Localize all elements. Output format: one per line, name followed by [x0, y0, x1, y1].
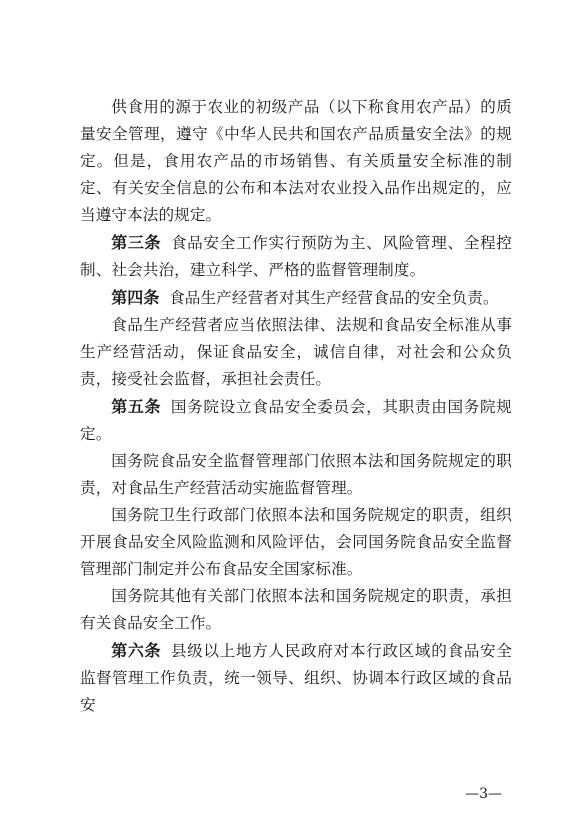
article-number: 第三条 [111, 233, 162, 252]
paragraph-text: 供食用的源于农业的初级产品（以下称食用农产品）的质量安全管理，遵守《中华人民共和国农产品质量安全法》的规定。但是，食用农产品的市场销售、有关质量安全标准的制定、有关安全信息的公布和本法对农业投入品作出规定的，应当遵守本法的规定。 [80, 98, 512, 224]
paragraph-article-4 [80, 284, 512, 312]
paragraph-producer-obligations [80, 312, 512, 393]
paragraph-health-dept [80, 502, 512, 583]
document-body [80, 94, 512, 719]
page-number: —3— [465, 786, 502, 802]
paragraph-text: 县级以上地方人民政府对本行政区域的食品安全监督管理工作负责，统一领导、组织、协调本行政区域的食品安 [80, 642, 512, 714]
paragraph-text: 国务院卫生行政部门依照本法和国务院规定的职责，组织开展食品安全风险监测和风险评估，会同国务院食品安全监督管理部门制定并公布食品安全国家标准。 [80, 506, 512, 578]
paragraph-article-5 [80, 393, 512, 448]
paragraph-text: 国务院其他有关部门依照本法和国务院规定的职责，承担有关食品安全工作。 [80, 587, 512, 632]
paragraph-article-3 [80, 229, 512, 284]
paragraph-supervision-dept [80, 448, 512, 502]
paragraph-text: 国务院食品安全监督管理部门依照本法和国务院规定的职责，对食品生产经营活动实施监督管理。 [80, 452, 512, 497]
paragraph-text: 食品生产经营者应当依照法律、法规和食品安全标准从事生产经营活动，保证食品安全，诚信自律，对社会和公众负责，接受社会监督，承担社会责任。 [80, 316, 512, 388]
article-number: 第五条 [111, 397, 162, 416]
paragraph-text: 食品生产经营者对其生产经营食品的安全负责。 [169, 289, 499, 307]
paragraph-text: 食品安全工作实行预防为主、风险管理、全程控制、社会共治，建立科学、严格的监督管理制度。 [80, 234, 512, 279]
article-number: 第六条 [111, 641, 162, 660]
paragraph-article-6 [80, 637, 512, 719]
paragraph-text: 国务院设立食品安全委员会，其职责由国务院规定。 [80, 398, 512, 443]
paragraph-other-depts [80, 583, 512, 637]
article-number: 第四条 [111, 288, 160, 307]
paragraph-food-agri-products [80, 94, 512, 229]
